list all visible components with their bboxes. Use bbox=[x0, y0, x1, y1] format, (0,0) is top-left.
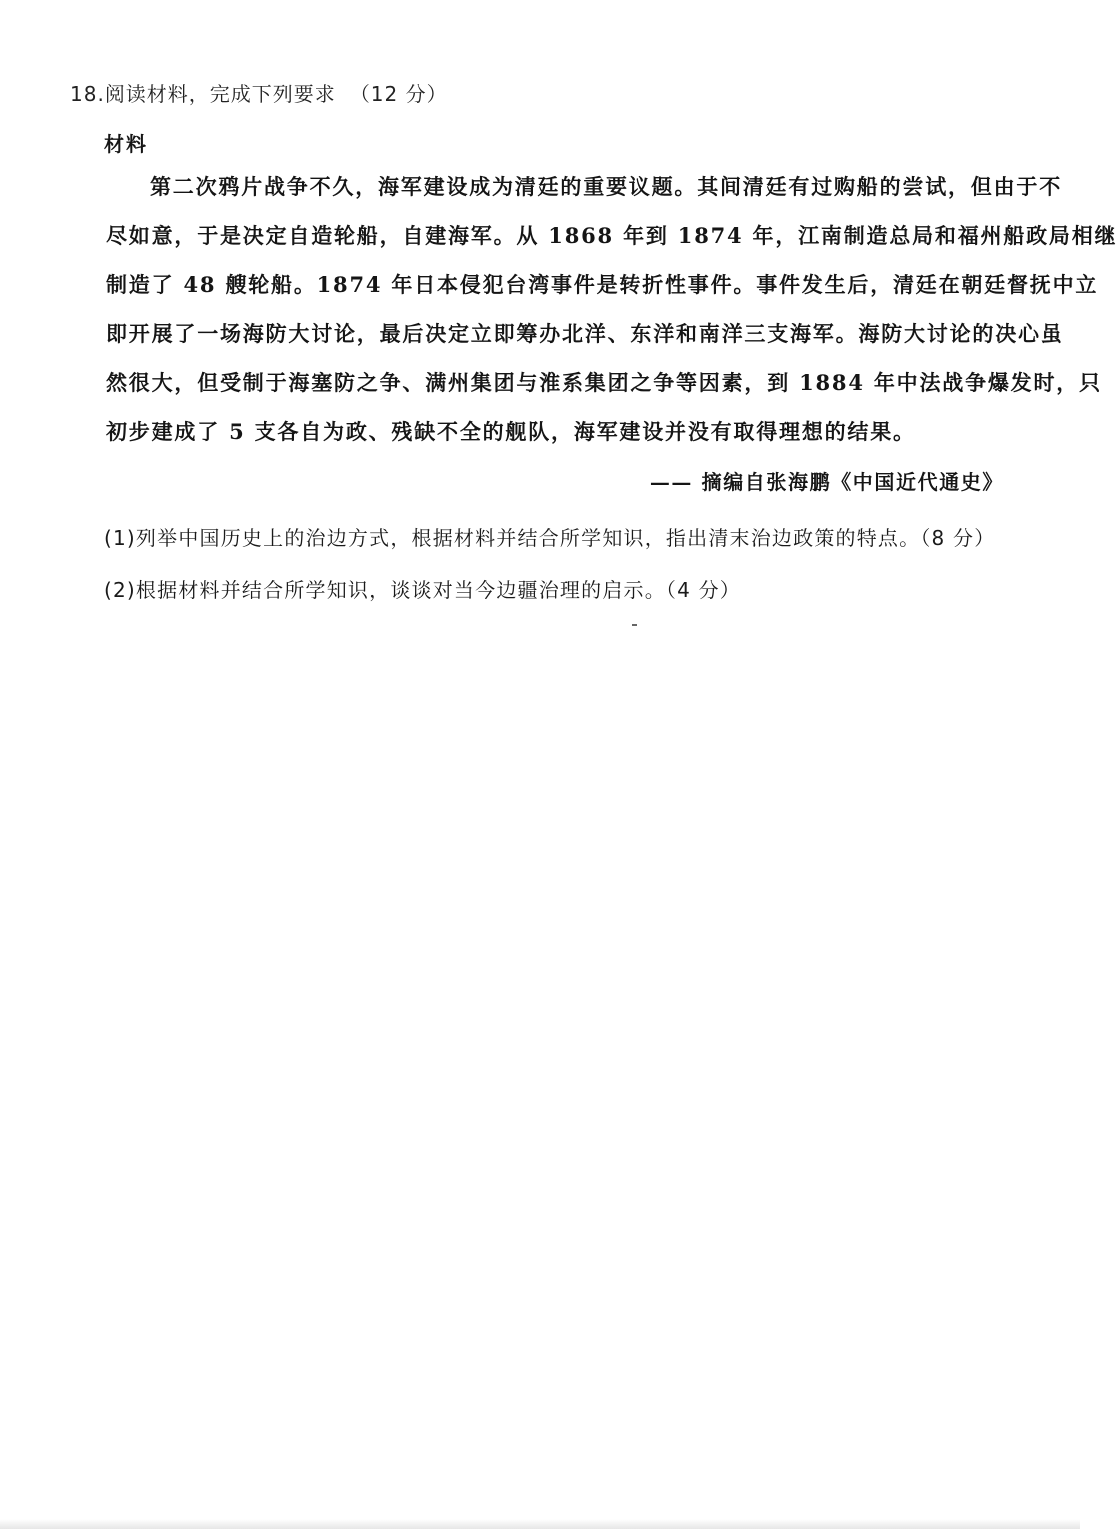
passage-line: 尽如意，于是决定自造轮船，自建海军。从 1868 年到 1874 年，江南制造总局和福州船政局相继 bbox=[106, 223, 1117, 248]
passage-line: 即开展了一场海防大讨论，最后决定立即筹办北洋、东洋和南洋三支海军。海防大讨论的决心虽 bbox=[106, 321, 1064, 346]
subquestion-1: (1)列举中国历史上的治边方式，根据材料并结合所学知识，指出清末治边政策的特点。（8 分） bbox=[104, 526, 996, 550]
question-instruction: 阅读材料，完成下列要求 bbox=[104, 82, 336, 106]
question-score: （12 分） bbox=[349, 82, 448, 106]
passage-line: 初步建成了 5 支各自为政、残缺不全的舰队，海军建设并没有取得理想的结果。 bbox=[106, 419, 916, 444]
question-header bbox=[70, 78, 448, 107]
question-number: 18. bbox=[70, 82, 105, 106]
scan-speck bbox=[632, 624, 637, 626]
passage-line: 制造了 48 艘轮船。1874 年日本侵犯台湾事件是转折性事件。事件发生后，清廷在朝廷督抚中立 bbox=[106, 272, 1099, 297]
material-passage bbox=[106, 166, 1117, 460]
passage-line: 第二次鸦片战争不久，海军建设成为清廷的重要议题。其间清廷有过购船的尝试，但由于不 bbox=[150, 174, 1062, 199]
scan-edge-shadow bbox=[0, 1519, 1080, 1529]
material-label: 材料 bbox=[104, 132, 148, 156]
material-source: —— 摘编自张海鹏《中国近代通史》 bbox=[649, 470, 1004, 494]
passage-line: 然很大，但受制于海塞防之争、满州集团与淮系集团之争等因素，到 1884 年中法战争爆发时，只 bbox=[106, 370, 1102, 395]
subquestion-2: (2)根据材料并结合所学知识，谈谈对当今边疆治理的启示。（4 分） bbox=[104, 578, 742, 602]
